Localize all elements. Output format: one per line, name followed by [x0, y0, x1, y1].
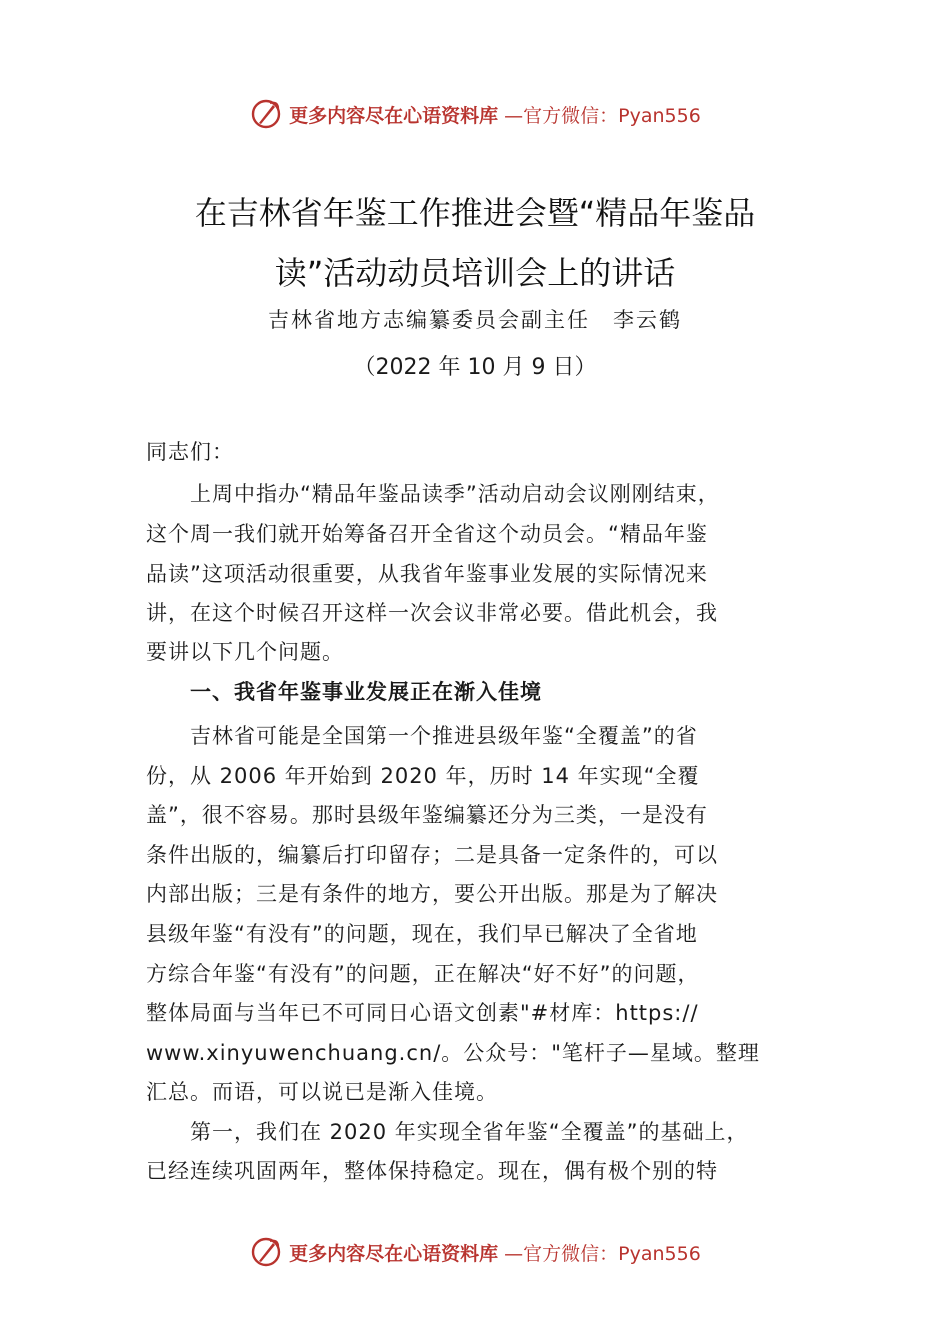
- body-line: 整体局面与当年已不可同日心语文创素"#材库：https://: [146, 1001, 699, 1025]
- body-line: 县级年鉴“有没有”的问题，现在，我们早已解决了全省地: [146, 922, 698, 946]
- body-line: 第一，我们在 2020 年实现全省年鉴“全覆盖”的基础上，: [146, 1120, 749, 1144]
- watermark-contact-text: —官方微信：Pyan556: [504, 1242, 701, 1265]
- body-line: www.xinyuwenchuang.cn/。公众号："笔杆子—星域。整理: [146, 1041, 760, 1065]
- document-author: 吉林省地方志编纂委员会副主任 李云鹤: [268, 308, 682, 332]
- watermark-brand-text: 更多内容尽在心语资料库: [289, 1242, 499, 1265]
- greeting: 同志们：: [146, 440, 234, 464]
- body-line: 这个周一我们就开始筹备召开全省这个动员会。“精品年鉴: [146, 522, 708, 546]
- quill-circle-icon: [249, 1235, 283, 1269]
- watermark-contact-text: —官方微信：Pyan556: [504, 104, 701, 127]
- section-heading: 一、我省年鉴事业发展正在渐入佳境: [146, 680, 542, 704]
- body-line: 品读”这项活动很重要，从我省年鉴事业发展的实际情况来: [146, 562, 708, 586]
- body-line: 份，从 2006 年开始到 2020 年，历时 14 年实现“全覆: [146, 764, 700, 788]
- body-line: 汇总。而语，可以说已是渐入佳境。: [146, 1080, 498, 1104]
- body-line: 要讲以下几个问题。: [146, 640, 344, 664]
- document-title-line-2: 读”活动动员培训会上的讲话: [274, 254, 676, 292]
- body-line: 条件出版的，编纂后打印留存；二是具备一定条件的，可以: [146, 843, 718, 867]
- body-line: 讲，在这个时候召开这样一次会议非常必要。借此机会，我: [146, 601, 718, 625]
- body-line: 方综合年鉴“有没有”的问题，正在解决“好不好”的问题，: [146, 962, 700, 986]
- document-title-line-1: 在吉林省年鉴工作推进会暨“精品年鉴品: [194, 194, 756, 232]
- body-line: 已经连续巩固两年，整体保持稳定。现在，偶有极个别的特: [146, 1159, 718, 1183]
- body-line: 内部出版；三是有条件的地方，要公开出版。那是为了解决: [146, 882, 718, 906]
- body-line: 盖”，很不容易。那时县级年鉴编纂还分为三类，一是没有: [146, 803, 708, 827]
- body-line: 吉林省可能是全国第一个推进县级年鉴“全覆盖”的省: [146, 724, 698, 748]
- quill-circle-icon: [249, 97, 283, 131]
- top-watermark-banner: [0, 94, 950, 134]
- document-date: （2022 年 10 月 9 日）: [353, 355, 597, 380]
- body-line: 上周中指办“精品年鉴品读季”活动启动会议刚刚结束，: [146, 482, 720, 506]
- watermark-brand-text: 更多内容尽在心语资料库: [289, 104, 499, 127]
- bottom-watermark-banner: [0, 1232, 950, 1272]
